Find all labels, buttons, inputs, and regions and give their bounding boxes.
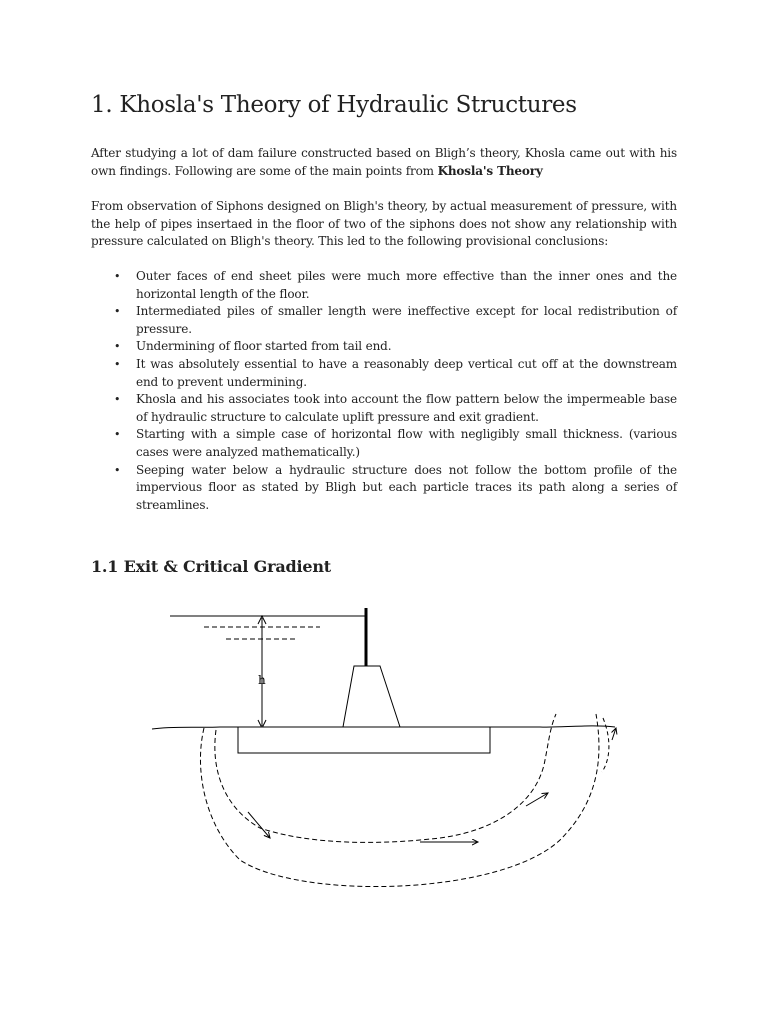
- list-item: [91, 338, 677, 356]
- list-item: [91, 462, 677, 515]
- bullet-icon: •: [114, 393, 121, 407]
- bullet-icon: •: [114, 340, 121, 354]
- intro-paragraph: [91, 145, 677, 180]
- bullet-icon: •: [114, 428, 121, 442]
- list-item-text: Intermediated piles of smaller length were ineffective except for local redistribution of pressure.: [136, 304, 677, 336]
- head-label: h: [258, 673, 266, 687]
- bullet-icon: •: [114, 357, 121, 371]
- list-item: [91, 268, 677, 303]
- list-item: [91, 303, 677, 338]
- list-item: [91, 426, 677, 461]
- list-item-text: Outer faces of end sheet piles were much more effective than the inner ones and the horizontal length of the floor.: [136, 269, 677, 301]
- bullet-icon: •: [114, 463, 121, 477]
- list-item-text: Undermining of floor started from tail end.: [136, 339, 392, 354]
- section-heading: 1.1 Exit & Critical Gradient: [91, 557, 331, 576]
- bullet-icon: •: [114, 305, 121, 319]
- list-item-text: It was absolutely essential to have a reasonably deep vertical cut off at the downstream end to prevent undermining.: [136, 356, 677, 389]
- list-item-text: Seeping water below a hydraulic structure does not follow the bottom profile of the impervious floor as stated by Bligh but each particle traces its path along a series of streamlines.: [136, 462, 677, 512]
- list-item: [91, 356, 677, 391]
- intro-bold-term: Khosla's Theory: [437, 163, 543, 178]
- flow-arrow-icon: [526, 793, 548, 806]
- seepage-diagram: [0, 600, 768, 900]
- flow-arrow-icon: [248, 812, 270, 838]
- intro-text: After studying a lot of dam failure constructed based on Bligh’s theory, Khosla came out with his own findings. Following are some of the main points from: [91, 146, 677, 178]
- flow-arrow-icon: [612, 728, 616, 740]
- observation-paragraph: From observation of Siphons designed on Bligh's theory, by actual measurement of pressure, with the help of pipes insertaed in the floor of two of the siphons does not show any relationship with pressure calculated on Bligh's theory. This led to the following provisional conclusions:: [91, 199, 677, 248]
- page-title: 1. Khosla's Theory of Hydraulic Structures: [91, 92, 577, 118]
- bullet-icon: •: [114, 270, 121, 283]
- list-item-text: Starting with a simple case of horizontal flow with negligibly small thickness. (various cases were analyzed mathematically.): [136, 427, 677, 459]
- conclusions-list: [91, 268, 677, 514]
- ground-profile: [152, 666, 615, 729]
- list-item: [91, 391, 677, 426]
- impervious-floor: [238, 727, 490, 753]
- list-item-text: Khosla and his associates took into account the flow pattern below the impermeable base of hydraulic structure to calculate uplift pressure and exit gradient.: [136, 392, 677, 424]
